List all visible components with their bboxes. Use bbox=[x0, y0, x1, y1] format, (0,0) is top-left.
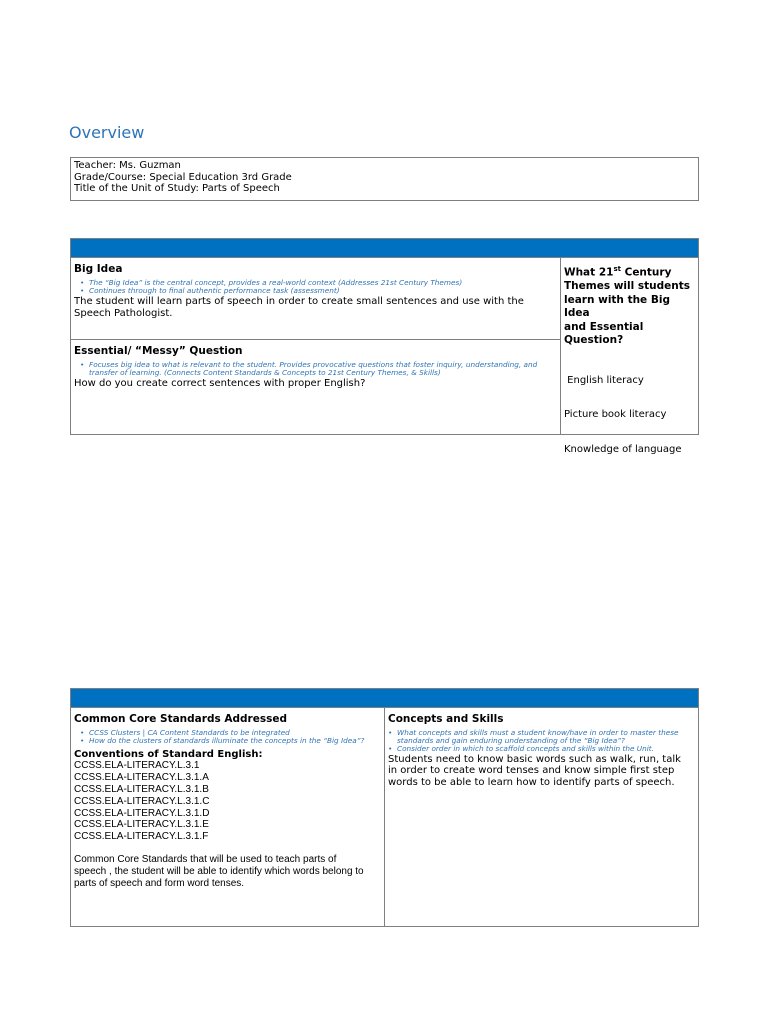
essential-question-note: Focuses big idea to what is relevant to the student. Provides provocative questions that foster inquiry, understanding, and transfer of learning. (Connects Content Standards & Concepts to 21st Century Themes, & Skills) bbox=[89, 360, 538, 378]
concepts-skills-note: What concepts and skills must a student know/have in order to master these standards and gain enduring understanding of the “Big Idea”? bbox=[397, 728, 679, 746]
standard-code: CCSS.ELA-LITERACY.L.3.1.A bbox=[74, 772, 209, 784]
common-core-notes: • CCSS Clusters | CA Content Standards to be integrated • How do the clusters of standards illuminate the concepts in the “Big Idea”? bbox=[80, 728, 365, 746]
standard-code: CCSS.ELA-LITERACY.L.3.1.E bbox=[74, 819, 209, 831]
unit-info-box bbox=[70, 157, 699, 201]
themes-list bbox=[564, 352, 695, 479]
standard-code: CCSS.ELA-LITERACY.L.3.1.F bbox=[74, 831, 209, 843]
common-core-note: CCSS Clusters | CA Content Standards to be integrated bbox=[89, 728, 290, 737]
common-core-note: How do the clusters of standards illuminate the concepts in the “Big Idea”? bbox=[89, 736, 365, 746]
common-core-title: Common Core Standards Addressed bbox=[74, 713, 287, 725]
standard-code: CCSS.ELA-LITERACY.L.3.1 bbox=[74, 760, 200, 772]
big-idea-note: The “Big Idea” is the central concept, provides a real-world context (Addresses 21st Century Themes) bbox=[89, 278, 463, 287]
teacher-line: Teacher: Ms. Guzman bbox=[74, 160, 181, 171]
concepts-skills-text: Students need to know basic words such as walk, run, talk in order to create word tenses and know simple first step words to be able to learn how to identify parts of speech. bbox=[388, 753, 681, 788]
unit-title-line: Title of the Unit of Study: Parts of Speech bbox=[74, 183, 280, 194]
themes-item: Picture book literacy bbox=[564, 409, 667, 420]
conventions-subtitle: Conventions of Standard English: bbox=[74, 749, 263, 761]
standard-code: CCSS.ELA-LITERACY.L.3.1.D bbox=[74, 807, 210, 819]
concepts-skills-cell bbox=[384, 707, 699, 927]
page-title: Overview bbox=[69, 123, 145, 142]
themes-item: Knowledge of language bbox=[564, 443, 682, 455]
big-idea-title: Big Idea bbox=[74, 263, 123, 275]
essential-question-cell bbox=[70, 339, 561, 435]
essential-question-text: How do you create correct sentences with proper English? bbox=[74, 378, 366, 390]
themes-item: English literacy bbox=[564, 374, 644, 386]
concepts-skills-title: Concepts and Skills bbox=[388, 713, 504, 725]
essential-question-title: Essential/ “Messy” Question bbox=[74, 345, 243, 357]
concepts-skills-note: Consider order in which to scaffold concepts and skills within the Unit. bbox=[397, 744, 654, 754]
section-header-bar bbox=[70, 688, 699, 708]
big-idea-cell bbox=[70, 257, 561, 340]
essential-question-notes: • Focuses big idea to what is relevant to the student. Provides provocative questions that foster inquiry, understanding, and transfer of learning. (Connects Content Standards & Concepts to 21st Century Themes, & Skills) bbox=[74, 361, 557, 377]
common-core-cell bbox=[70, 707, 385, 927]
themes-title: What 21st Century Themes will students learn with the Big Idea and Essential Question? bbox=[564, 265, 691, 346]
standards-list bbox=[74, 760, 381, 843]
common-core-text: Common Core Standards that will be used to teach parts of speech , the student will be able to identify which words belong to parts of speech and form word tenses. bbox=[74, 853, 364, 889]
concepts-skills-notes: • What concepts and skills must a student know/have in order to master these standards and gain enduring understanding of the “Big Idea”? • Consider order in which to scaffold concepts and skills within the Unit. bbox=[388, 729, 695, 754]
standard-code: CCSS.ELA-LITERACY.L.3.1.C bbox=[74, 795, 210, 807]
standard-code: CCSS.ELA-LITERACY.L.3.1.B bbox=[74, 784, 209, 795]
big-idea-text: The student will learn parts of speech in order to create small sentences and use with the Speech Pathologist. bbox=[74, 296, 524, 319]
grade-course-line: Grade/Course: Special Education 3rd Grade bbox=[74, 171, 292, 183]
big-idea-notes: • The “Big Idea” is the central concept, provides a real-world context (Addresses 21st Century Themes) • Continues through to final authentic performance task (assessment) bbox=[80, 278, 463, 296]
themes-cell bbox=[560, 257, 699, 455]
big-idea-note: Continues through to final authentic performance task (assessment) bbox=[89, 286, 340, 296]
section-header-bar bbox=[70, 238, 699, 258]
